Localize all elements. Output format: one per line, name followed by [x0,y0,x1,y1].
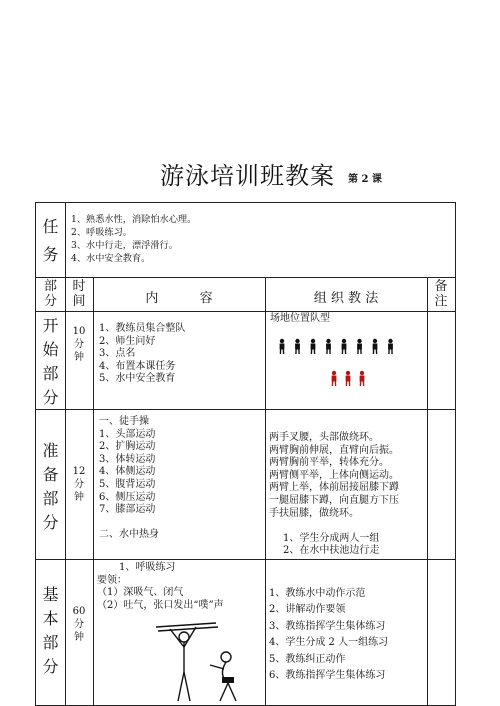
header-section: 部 分 [43,279,57,309]
basic-label: 基 本 部 分 [42,585,59,676]
prep-method: 两手叉腰，头部做绕环。 两臂胸前伸展，直臂向后振。 两臂胸前平举，转体充分。 两臂侧平举，上体向侧运动。 两臂上举，体前屈接屈膝下蹲 一腿屈膝下蹲，向直腿方下压 手扶屈膝，做绕环。 1、学生分成两人一组 2、在水中扶池边行走 [269,432,399,557]
lesson-plan-table [35,202,456,706]
teacher-figure [360,371,365,386]
task-item: 1、熟悉水性，消除怕水心理。 [71,214,197,225]
basic-duration: 60 分 钟 [72,606,86,643]
col-divider [427,277,428,705]
prep-duration: 12 分 钟 [72,466,86,503]
student-figure [357,339,362,354]
header-remarks: 备 注 [434,279,448,309]
prep-label: 准 备 部 分 [42,441,59,532]
breathing-exercise-illustration [136,617,246,703]
student-figure [373,339,378,354]
header-time: 时 间 [72,279,86,309]
header-content: 内 容 [145,291,213,306]
formation-diagram [276,333,416,393]
student-figure [295,339,300,354]
lesson-number: 第 2 课 [348,174,382,185]
teacher-figure [332,371,337,386]
start-duration: 10 分 钟 [72,326,86,363]
basic-method: 1、教练水中动作示范 2、讲解动作要领 3、教练指挥学生集体练习 4、学生分成 2 人一组练习 5、教练纠正动作 6、教练指挥学生集体练习 [269,588,389,682]
basic-content: 1、呼吸练习 要领： （1）深吸气、闭气 （2）吐气，张口发出“噗”声 [97,562,224,611]
student-figure [388,339,393,354]
task-item: 4、水中安全教育。 [71,253,151,264]
start-content: 1、教练员集合整队 2、师生问好 3、点名 4、布置本课任务 5、水中安全教育 [99,323,186,385]
row-divider [36,559,455,560]
header-method: 组 织 教 法 [313,291,379,306]
task-items [71,213,196,265]
student-figure [311,339,316,354]
teacher-figure [346,371,351,386]
task-item: 2、呼吸练习。 [71,227,132,238]
page-title: 游泳培训班教案 [160,162,335,190]
task-item: 3、水中行走，漂浮滑行。 [71,240,178,251]
col-divider [265,277,266,705]
student-figure [342,339,347,354]
row-divider [36,311,455,312]
task-label: 任 务 [42,217,59,264]
row-divider [36,409,455,410]
col-divider [93,277,94,705]
prep-content: 一、徒手操 1、头部运动 2、扩胸运动 3、体转运动 4、体侧运动 5、腹背运动 6、侧压运动 7、膝部运动 二、水中热身 [99,416,159,541]
formation-title: 场地位置队型 [270,313,330,324]
student-figure [326,339,331,354]
start-label: 开 始 部 分 [42,316,59,407]
student-figure [280,339,285,354]
row-divider [36,277,455,278]
